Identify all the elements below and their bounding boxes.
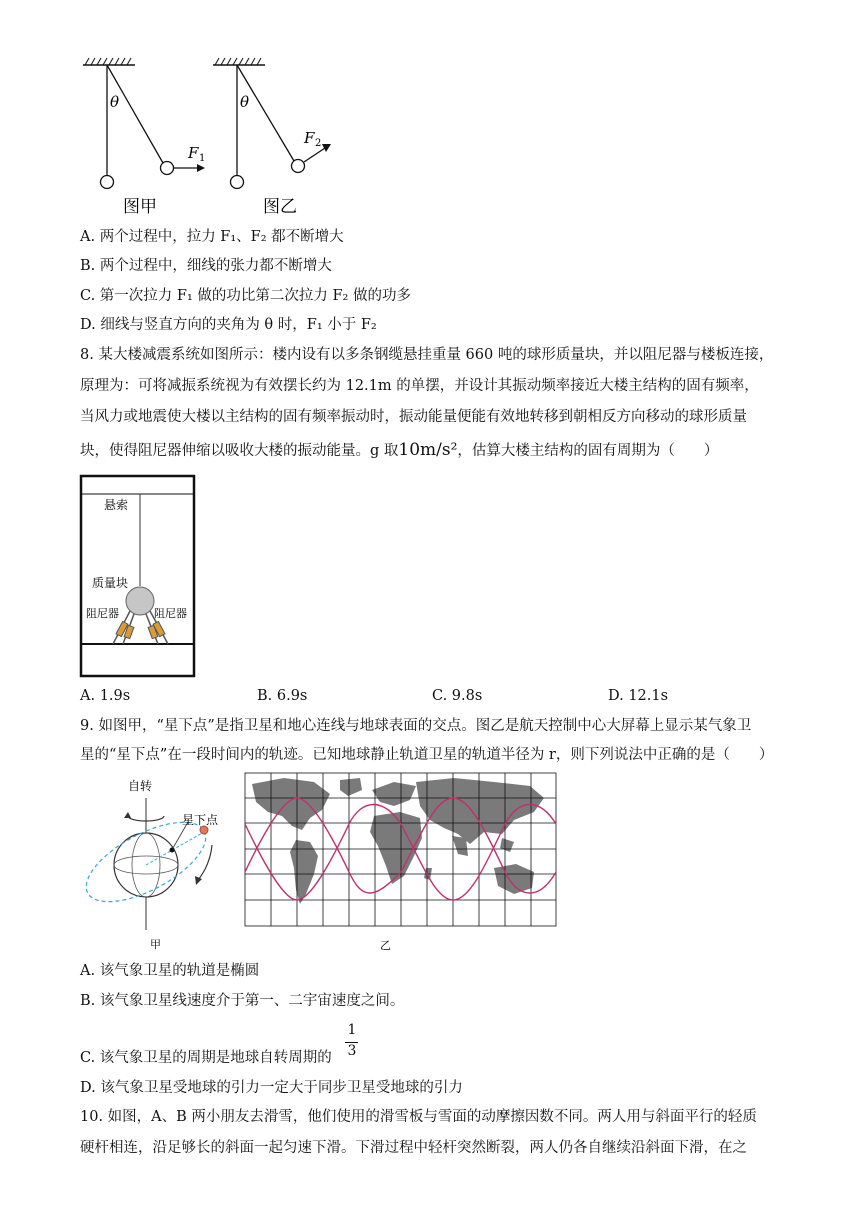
q8-text-line1: 8. 某大楼减震系统如图所示：楼内设有以多条钢缆悬挂重量 660 吨的球形质量块，并以阻尼器与楼板连接， <box>80 347 774 363</box>
q10-text-line1: 10. 如图，A、B 两小朋友去滑雪，他们使用的滑雪板与雪面的动摩擦因数不同。两人用与斜面平行的轻质 <box>80 1109 757 1125</box>
q8-text-line3: 当风力或地震使大楼以主结构的固有频率振动时，振动能量便能有效地转移到朝相反方向移动的球形质量 <box>80 409 747 425</box>
q9-option-b: B. 该气象卫星线速度介于第一、二宇宙速度之间。 <box>80 993 405 1009</box>
angle-label: θ <box>110 93 120 111</box>
q7-option-b: B. 两个过程中，细线的张力都不断增大 <box>80 258 332 274</box>
q10-text-line2: 硬杆相连，沿足够长的斜面一起匀速下滑。下滑过程中轻杆突然断裂，两人仍各自继续沿斜面下滑，在之 <box>80 1140 747 1156</box>
rotation-label: 自转 <box>128 779 153 793</box>
q8-text-line4a: 块，使得阻尼器伸缩以吸收大楼的振动能量。g 取 <box>80 443 399 459</box>
rope-label: 悬索 <box>104 498 129 512</box>
world-land <box>252 778 544 904</box>
earth-orbit-figure <box>76 770 241 955</box>
ground-track-map <box>244 772 559 952</box>
q9-text-line1: 9. 如图甲，“星下点”是指卫星和地心连线与地球表面的交点。图乙是航天控制中心大屏幕上显示某气象卫 <box>80 718 752 734</box>
q8-option-a: A. 1.9s <box>80 688 131 704</box>
subpoint-label: 星下点 <box>182 813 219 827</box>
q8-option-d: D. 12.1s <box>608 688 669 704</box>
figure-jia <box>83 58 205 217</box>
force1-sub: 1 <box>199 153 206 164</box>
q8-text-line2: 原理为：可将减振系统视为有效摆长约为 12.1m 的单摆，并设计其振动频率接近大楼主结构的固有频率， <box>80 378 759 394</box>
q7-option-c: C. 第一次拉力 F₁ 做的功比第二次拉力 F₂ 做的功多 <box>80 288 411 304</box>
fraction-numerator: 1 <box>347 1022 357 1038</box>
force2-label: F <box>304 129 315 147</box>
caption-yi: 图乙 <box>263 197 297 217</box>
pendulum-figures <box>75 55 365 220</box>
q7-option-d: D. 细线与竖直方向的夹角为 θ 时，F₁ 小于 F₂ <box>80 317 377 333</box>
caption-jia-9: 甲 <box>150 938 161 951</box>
damper-figure <box>78 474 198 679</box>
mass-label: 质量块 <box>92 576 129 590</box>
force2-sub: 2 <box>315 138 322 149</box>
caption-yi-9: 乙 <box>380 939 391 952</box>
force1-label: F <box>188 144 199 162</box>
q8-option-c: C. 9.8s <box>432 688 483 704</box>
damper-right-label: 阻尼器 <box>154 607 187 620</box>
q8-text-line4 <box>80 440 718 461</box>
q9-option-a: A. 该气象卫星的轨道是椭圆 <box>80 963 260 979</box>
caption-jia: 图甲 <box>123 197 157 217</box>
q9-option-c: C. 该气象卫星的周期是地球自转周期的 <box>80 1050 332 1066</box>
q8-text-line4b: ，估算大楼主结构的固有周期为（ ） <box>457 443 719 459</box>
q9-option-d: D. 该气象卫星受地球的引力一定大于同步卫星受地球的引力 <box>80 1080 463 1096</box>
fraction-denominator: 3 <box>347 1043 357 1059</box>
figure-yi <box>213 58 331 217</box>
q8-option-b: B. 6.9s <box>257 688 308 704</box>
q9-text-line2: 星的“星下点”在一段时间内的轨迹。已知地球静止轨道卫星的轨道半径为 r，则下列说法中正确的是（ ） <box>80 747 774 763</box>
damper-left-label: 阻尼器 <box>86 607 119 620</box>
q7-option-a: A. 两个过程中，拉力 F₁、F₂ 都不断增大 <box>80 229 344 245</box>
angle-label-2: θ <box>240 93 250 111</box>
g-value: 10m/s² <box>398 440 458 460</box>
